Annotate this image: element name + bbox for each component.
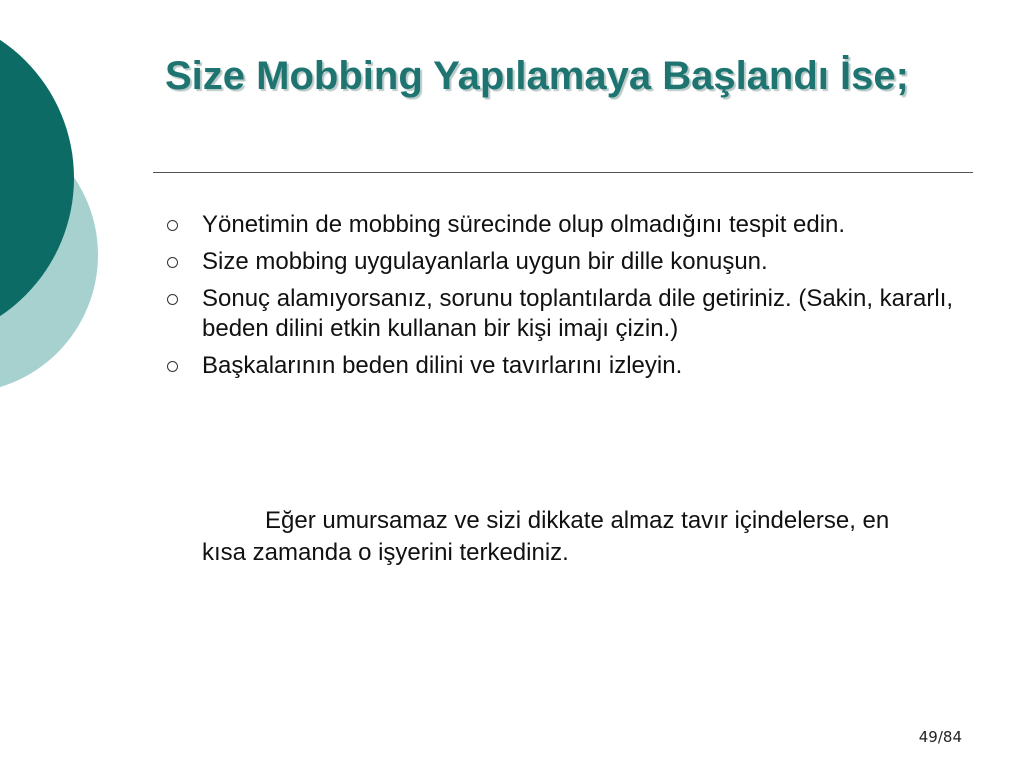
circle-bullet-icon <box>167 361 178 372</box>
closing-paragraph: Eğer umursamaz ve sizi dikkate almaz tavır içindelerse, en kısa zamanda o işyerini terkediniz. <box>202 507 890 566</box>
bullet-text: Başkalarının beden dilini ve tavırlarını izleyin. <box>202 352 683 379</box>
bullet-text: Yönetimin de mobbing sürecinde olup olmadığını tespit edin. <box>202 211 846 238</box>
bullet-text: Size mobbing uygulayanlarla uygun bir dille konuşun. <box>202 248 768 275</box>
bullet-text: Sonuç alamıyorsanız, sorunu toplantılarda dile getiriniz. (Sakin, kararlı, beden dilini etkin kullanan bir kişi imajı çizin.) <box>202 285 954 342</box>
circle-bullet-icon <box>167 257 178 268</box>
decorative-circles <box>0 0 120 420</box>
bullet-list <box>165 210 955 388</box>
bullet-item <box>165 351 955 381</box>
bullet-item <box>165 284 955 344</box>
title-divider <box>153 172 973 173</box>
circle-bullet-icon <box>167 294 178 305</box>
circle-bullet-icon <box>167 220 178 231</box>
slide-title: Size Mobbing Yapılamaya Başlandı İse; <box>165 54 909 98</box>
bullet-item <box>165 210 955 240</box>
bullet-item <box>165 247 955 277</box>
slide-number: 49/84 <box>918 728 962 746</box>
